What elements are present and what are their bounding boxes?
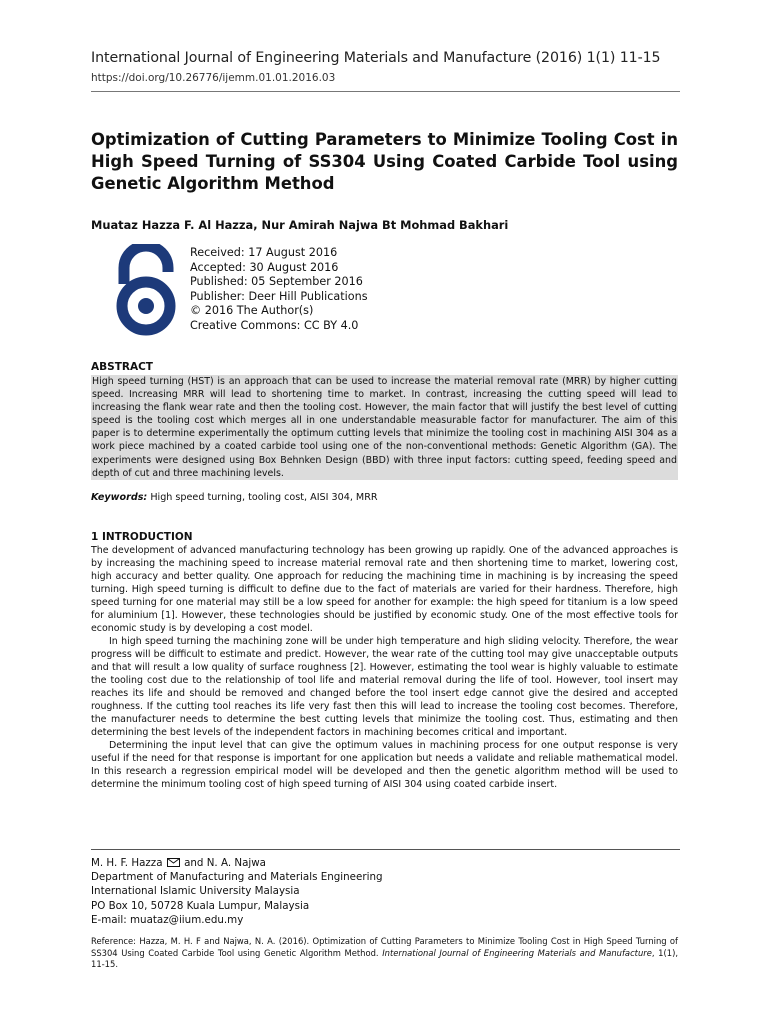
accepted-date: Accepted: 30 August 2016 — [190, 260, 339, 274]
correspondence-block — [91, 856, 383, 927]
intro-paragraph: Determining the input level that can give the optimum values in machining process for one output response is very useful if the need for that response is important for one application but needs a validate and reliable mathematical model. In this research a regression empirical model will be developed and then the genetic algorithm method will be used to determine the minimum tooling cost of high speed turning of AISI 304 using coated carbide insert. — [91, 740, 678, 790]
introduction-body — [91, 544, 678, 791]
envelope-icon[interactable] — [167, 858, 180, 867]
publisher: Publisher: Deer Hill Publications — [190, 289, 368, 303]
reference-journal: International Journal of Engineering Materials and Manufacture — [382, 947, 652, 958]
reference-volume: , 1(1), 11-15. — [91, 947, 678, 970]
co-author: and N. A. Najwa — [180, 857, 266, 869]
open-access-lock-icon — [114, 244, 178, 336]
section-heading-introduction: 1 INTRODUCTION — [91, 531, 193, 543]
abstract-heading: ABSTRACT — [91, 361, 153, 373]
abstract-text: High speed turning (HST) is an approach that can be used to increase the material removal rate (MRR) by higher cutting speed. Increasing MRR will lead to shortening time to market. In contrast, increasing the cutting speed will lead to increasing the flank wear rate and then the tooling cost. However, the main factor that will justify the best level of cutting speed is the tooling cost which merges all in one understandable measurable factor for manufacturer. The aim of this paper is to determine experimentally the optimum cutting levels that minimize the tooling cost in machining AISI 304 as a work piece machined by a coated carbide tool using one of the non-conventional methods: Genetic Algorithm (GA). The experiments were designed using Box Behnken Design (BBD) with three input factors: cutting speed, feeding speed and depth of cut and three machining levels. — [92, 376, 677, 479]
keywords-label: Keywords: — [91, 492, 148, 503]
footer-divider — [91, 849, 680, 850]
header-divider — [91, 91, 680, 92]
affiliation-address: PO Box 10, 50728 Kuala Lumpur, Malaysia — [91, 899, 310, 912]
publication-info — [190, 246, 368, 333]
affiliation-department: Department of Manufacturing and Materials Engineering — [91, 871, 383, 884]
intro-paragraph: In high speed turning the machining zone will be under high temperature and high sliding velocity. Therefore, the wear progress will be difficult to estimate and predict. However, the wear rate of the cutting tool may give unacceptable outputs and that will result a low quality of surface roughness [2]. However, estimating the tool wear is highly valuable to estimate the tooling cost due to the relationship of tool life and material removal during the life of tool. However, tool insert may reaches its life and should be removed and changed before the tool insert edge cannot give the desired and accepted roughness. If the cutting tool reaches its life very fast then this will lead to increase the tooling cost becomes. Therefore, the manufacturer needs to determine the best cutting levels that minimize the tooling cost. Thus, estimating and then determining the best levels of the independent factors in machining becomes critical and important. — [91, 636, 678, 738]
affiliation-university: International Islamic University Malaysia — [91, 885, 300, 898]
keywords — [91, 492, 378, 503]
reference-text: Reference: Hazza, M. H. F and Najwa, N. A. (2016). Optimization of Cutting Parameters to Minimize Tooling Cost in High Speed Turning of SS304 Using Coated Carbide Tool using Genetic Algorithm Method. — [91, 936, 678, 958]
doi-link[interactable]: https://doi.org/10.26776/ijemm.01.01.2016.03 — [91, 72, 336, 84]
authors: Muataz Hazza F. Al Hazza, Nur Amirah Najwa Bt Mohmad Bakhari — [91, 218, 509, 232]
received-date: Received: 17 August 2016 — [190, 246, 338, 259]
email[interactable]: E-mail: muataz@iium.edu.my — [91, 913, 244, 926]
keywords-text: High speed turning, tooling cost, AISI 304, MRR — [147, 492, 378, 503]
license: Creative Commons: CC BY 4.0 — [190, 318, 359, 332]
correspondence-authors — [91, 856, 383, 870]
citation-reference — [91, 936, 678, 971]
journal-title: International Journal of Engineering Materials and Manufacture (2016) 1(1) 11-15 — [91, 50, 661, 66]
published-date: Published: 05 September 2016 — [190, 275, 363, 288]
paper-title: Optimization of Cutting Parameters to Minimize Tooling Cost in High Speed Turning of SS304 Using Coated Carbide Tool using Genetic Algorithm Method — [91, 130, 678, 193]
corresponding-author: M. H. F. Hazza — [91, 857, 163, 869]
copyright: © 2016 The Author(s) — [190, 304, 314, 317]
intro-paragraph: The development of advanced manufacturing technology has been growing up rapidly. One of the advanced approaches is by increasing the machining speed to increase material removal rate and then shortening time to market, lowering cost, high accuracy and better quality. One approach for reducing the machining time in machining is by increasing the speed turning. High speed turning is difficult to define due to the fact of materials are varied for their hardness. Therefore, high speed turning for one material may still be a low speed for another for example: the high speed for titanium is a low speed for aluminium [1]. However, these technologies should be justified by economic study. One of the most effective tools for economic study is by developing a cost model. — [91, 545, 678, 634]
